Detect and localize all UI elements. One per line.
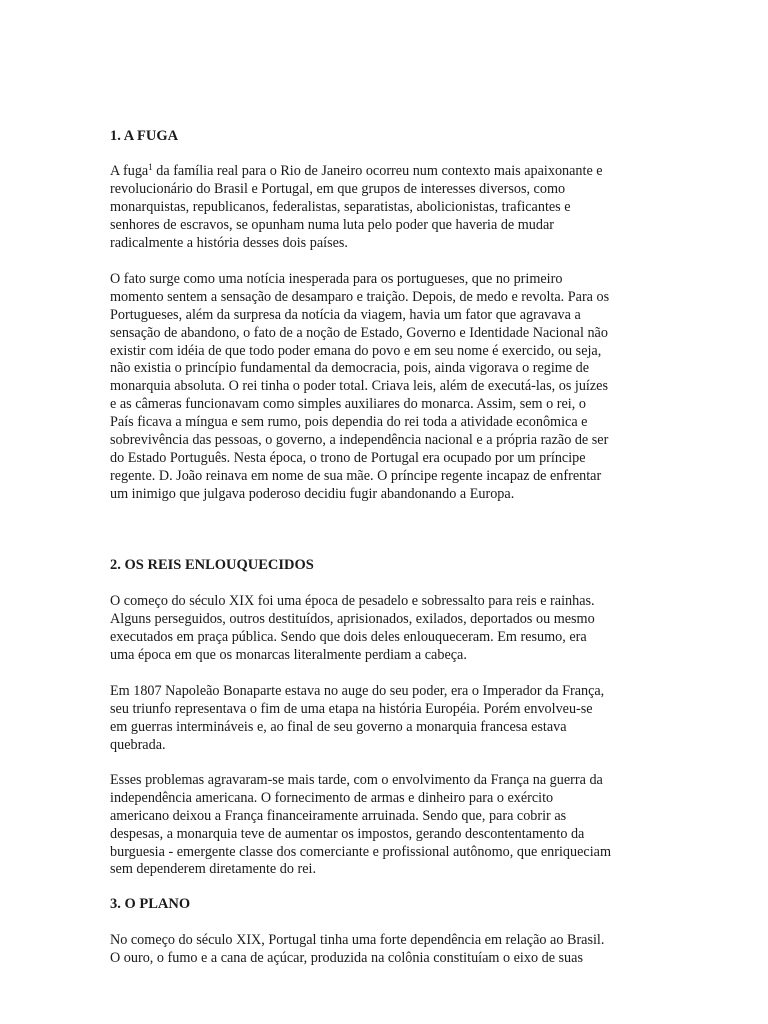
paragraph-line: quebrada. xyxy=(110,736,166,753)
paragraph-1-1 xyxy=(110,163,670,252)
paragraph-line: O ouro, o fumo e a cana de açúcar, produzida na colônia constituíam o eixo de suas xyxy=(110,949,583,966)
paragraph-3-1 xyxy=(110,932,670,968)
paragraph-2-2 xyxy=(110,683,670,755)
paragraph-2-3 xyxy=(110,772,670,879)
paragraph-line: País ficava a míngua e sem rumo, pois dependia do rei toda a atividade econômica e xyxy=(110,414,588,431)
paragraph-line: sensação de abandono, o fato de a noção de Estado, Governo e Identidade Nacional não xyxy=(110,324,608,341)
paragraph-line: Em 1807 Napoleão Bonaparte estava no auge do seu poder, era o Imperador da França, xyxy=(110,683,605,699)
paragraph-line: despesas, a monarquia teve de aumentar os impostos, gerando descontentamento da xyxy=(110,825,585,842)
footnote-mark[interactable]: 1 xyxy=(148,162,153,172)
paragraph-2-1 xyxy=(110,593,670,665)
paragraph-line: executados em praça pública. Sendo que dois deles enlouqueceram. Em resumo, era xyxy=(110,628,587,645)
paragraph-line: senhores de escravos, se opunham numa luta pelo poder que haveria de mudar xyxy=(110,216,554,233)
paragraph-line: Portugueses, além da surpresa da notícia da viagem, havia um fator que agravava a xyxy=(110,306,581,323)
paragraph-line: O fato surge como uma notícia inesperada para os portugueses, que no primeiro xyxy=(110,271,563,287)
paragraph-line: sobrevivência das pessoas, o governo, a independência nacional e a própria razão de ser xyxy=(110,432,609,449)
paragraph-line: No começo do século XIX, Portugal tinha uma forte dependência em relação ao Brasil. xyxy=(110,932,605,948)
paragraph-1-2 xyxy=(110,271,670,504)
paragraph-line: e as câmeras funcionavam como simples auxiliares do monarca. Assim, sem o rei, o xyxy=(110,396,586,413)
paragraph-line: um inimigo que julgava poderoso decidiu fugir abandonando a Europa. xyxy=(110,485,515,502)
paragraph-line: monarquia absoluta. O rei tinha o poder total. Criava leis, além de executá-las, os juízes xyxy=(110,378,608,395)
paragraph-line: momento sentem a sensação de desamparo e traição. Depois, de medo e revolta. Para os xyxy=(110,288,610,305)
paragraph-line: não existia o princípio fundamental da democracia, pois, ainda vigorava o regime de xyxy=(110,360,590,377)
paragraph-line xyxy=(110,163,670,181)
paragraph-line: revolucionário do Brasil e Portugal, em que grupos de interesses diversos, como xyxy=(110,180,566,197)
paragraph-line: radicalmente a história desses dois países. xyxy=(110,234,348,251)
paragraph-line: regente. D. João reinava em nome de sua mãe. O príncipe regente incapaz de enfrentar xyxy=(110,467,602,484)
paragraph-line: independência americana. O fornecimento de armas e dinheiro para o exército xyxy=(110,789,554,806)
paragraph-line: sem dependerem diretamente do rei. xyxy=(110,861,317,878)
paragraph-line: do Estado Português. Nesta época, o trono de Portugal era ocupado por um príncipe xyxy=(110,449,586,466)
paragraph-line: Esses problemas agravaram-se mais tarde, com o envolvimento da França na guerra da xyxy=(110,772,603,788)
section-heading-2: 2. OS REIS ENLOUQUECIDOS xyxy=(110,557,314,573)
paragraph-line-rest: da família real para o Rio de Janeiro ocorreu num contexto mais apaixonante e xyxy=(152,163,603,179)
section-heading-1: 1. A FUGA xyxy=(110,128,179,144)
paragraph-line: O começo do século XIX foi uma época de pesadelo e sobressalto para reis e rainhas. xyxy=(110,593,595,609)
paragraph-line: seu triunfo representava o fim de uma etapa na história Européia. Porém envolveu-se xyxy=(110,700,593,717)
paragraph-line-start: A fuga xyxy=(110,163,149,179)
paragraph-line: monarquistas, republicanos, federalistas, separatistas, abolicionistas, traficantes e xyxy=(110,198,571,215)
paragraph-line: em guerras intermináveis e, ao final de seu governo a monarquia francesa estava xyxy=(110,718,567,735)
paragraph-line: uma época em que os monarcas literalmente perdiam a cabeça. xyxy=(110,646,467,663)
paragraph-line: Alguns perseguidos, outros destituídos, aprisionados, exilados, deportados ou mesmo xyxy=(110,610,595,627)
paragraph-line: burguesia - emergente classe dos comerciante e profissional autônomo, que enriqueciam xyxy=(110,843,611,860)
paragraph-line: existir com idéia de que todo poder emana do povo e em seu nome é exercido, ou seja, xyxy=(110,342,602,359)
paragraph-line: americano deixou a França financeiramente arruinada. Sendo que, para cobrir as xyxy=(110,807,567,824)
section-heading-3: 3. O PLANO xyxy=(110,896,191,912)
